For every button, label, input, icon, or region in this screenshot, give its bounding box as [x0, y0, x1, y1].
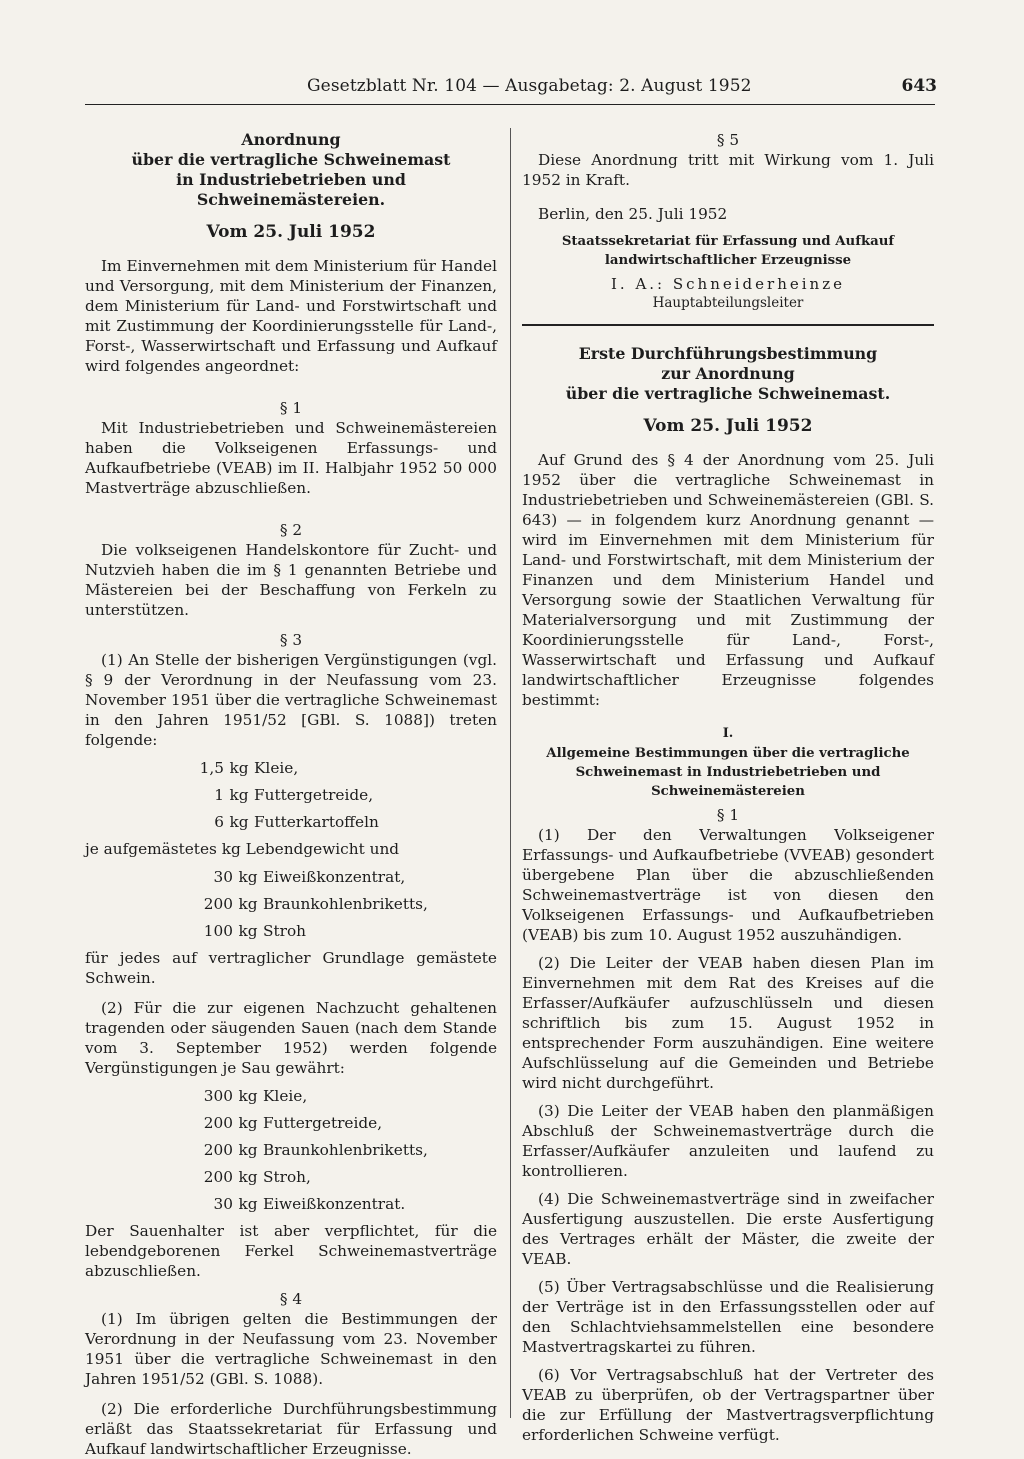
benefit-list-3	[85, 1082, 497, 1217]
list-item	[85, 754, 497, 781]
regulation-paragraph: (2) Die Leiter der VEAB haben diesen Plan im Einvernehmen mit dem Rat des Kreises auf die Erfasser/Aufkäufer aufzuschlüsseln und diesen schriftlich bis zum 15. August 1952 in entsprechender Form auszuhändigen. Eine weitere Aufschlüsselung auf die Gemeinden und Betriebe wird nicht durchgeführt.	[522, 954, 934, 1092]
list-item-quantity: 30	[213, 867, 233, 886]
list-item-text: Futterkartoffeln	[254, 812, 379, 831]
list-item-text: Eiweißkonzentrat,	[263, 867, 406, 886]
list-item-text: Braunkohlenbriketts,	[263, 1140, 428, 1159]
section-3-end: für jedes auf vertraglicher Grundlage gemästete Schwein.	[85, 949, 497, 987]
right-column	[522, 130, 934, 1445]
regulation-title-line: Erste Durchführungsbestimmung	[578, 344, 878, 363]
list-item-text: Stroh,	[263, 1167, 311, 1186]
section-heading-5: § 5	[716, 131, 740, 149]
list-item-unit: kg	[238, 867, 258, 886]
part-title-line: Schweinemästereien	[651, 784, 805, 799]
list-item-quantity: 30	[213, 1194, 233, 1213]
list-item-quantity: 300	[203, 1086, 233, 1105]
regulation-section-heading-1: § 1	[716, 806, 740, 824]
list-item-text: Futtergetreide,	[263, 1113, 383, 1132]
issuing-authority-line: Staatssekretariat für Erfassung und Aufkauf	[561, 234, 895, 249]
regulation-title-line: über die vertragliche Schweinemast.	[565, 384, 891, 403]
section-heading-2: § 2	[279, 521, 303, 539]
list-item-unit: kg	[229, 812, 249, 831]
header-title: Gesetzblatt Nr. 104 — Ausgabetag: 2. August 1952	[307, 76, 752, 96]
section-2-text: Die volkseigenen Handelskontore für Zucht- und Nutzvieh haben die im § 1 genannten Betriebe und Mästereien bei der Beschaffung von Ferkeln zu unterstützen.	[85, 541, 497, 619]
section-heading-3: § 3	[279, 631, 303, 649]
page-number: 643	[901, 76, 937, 96]
list-item	[85, 808, 497, 835]
list-item	[85, 1163, 497, 1190]
issuing-authority	[522, 232, 934, 270]
place-and-date: Berlin, den 25. Juli 1952	[538, 205, 728, 223]
list-item-text: Braunkohlenbriketts,	[263, 894, 428, 913]
section-3-paragraph-3: Der Sauenhalter ist aber verpflichtet, für die lebendgeborenen Ferkel Schweinemastverträge abzuschließen.	[85, 1222, 497, 1280]
regulation-paragraph: (1) Der den Verwaltungen Volkseigener Erfassungs- und Aufkaufbetriebe (VVEAB) gesondert übergebene Plan über die abzuschließenden Schweinemastverträge ist von diesen den Volkseigenen Erfassungs- und Aufkaufbetrieben (VEAB) bis zum 10. August 1952 auszuhändigen.	[522, 826, 934, 944]
regulation-title	[522, 344, 934, 404]
regulation-paragraph: (3) Die Leiter der VEAB haben den planmäßigen Abschluß der Schweinemastverträge durch die Erfasser/Aufkäufer anzuleiten und laufend zu kontrollieren.	[522, 1102, 934, 1180]
list-item-unit: kg	[229, 758, 249, 777]
ordinance-title-line: Anordnung	[241, 130, 341, 149]
list-item-unit: kg	[229, 785, 249, 804]
issuing-authority-line: landwirtschaftlicher Erzeugnisse	[604, 253, 852, 268]
list-item-text: Kleie,	[263, 1086, 308, 1105]
regulation-paragraph: (4) Die Schweinemastverträge sind in zweifacher Ausfertigung auszustellen. Die erste Ausfertigung des Vertrages erhält der Mäster, die zweite der VEAB.	[522, 1190, 934, 1268]
part-title	[522, 744, 934, 801]
list-item	[85, 1190, 497, 1217]
regulation-date: Vom 25. Juli 1952	[643, 416, 813, 436]
ordinance-title-line: in Industriebetrieben und Schweinemästereien.	[176, 170, 406, 209]
section-5-text: Diese Anordnung tritt mit Wirkung vom 1. Juli 1952 in Kraft.	[522, 151, 934, 189]
list-item-text: Kleie,	[254, 758, 299, 777]
ordinance-title-line: über die vertragliche Schweinemast	[131, 150, 451, 169]
section-3-paragraph-1: (1) An Stelle der bisherigen Vergünstigungen (vgl. § 9 der Verordnung in der Neufassung vom 23. November 1951 über die vertragliche Schweinemast in den Jahren 1951/52 [GBl. S. 1088]) treten folgende:	[85, 651, 497, 749]
list-item-unit: kg	[238, 1086, 258, 1105]
list-item-quantity: 200	[203, 1140, 233, 1159]
list-item	[85, 1136, 497, 1163]
signatory: I. A.: Schneiderheinze	[611, 275, 845, 293]
ordinance-title	[85, 130, 497, 210]
list-item-unit: kg	[238, 921, 258, 940]
list-item-unit: kg	[238, 1113, 258, 1132]
list-item-quantity: 6	[214, 812, 224, 831]
regulation-title-line: zur Anordnung	[661, 364, 795, 383]
list-item-text: Stroh	[263, 921, 307, 940]
list-item	[85, 781, 497, 808]
list-item-unit: kg	[238, 894, 258, 913]
section-4-paragraph-1: (1) Im übrigen gelten die Bestimmungen der Verordnung in der Neufassung vom 23. November 1951 über die vertragliche Schweinemast in den Jahren 1951/52 (GBl. S. 1088).	[85, 1310, 497, 1388]
benefit-list-2	[85, 863, 497, 944]
list-item-quantity: 1,5	[199, 758, 224, 777]
list-item	[85, 890, 497, 917]
list-item-quantity: 1	[214, 785, 224, 804]
left-column	[85, 130, 497, 1459]
section-heading-1: § 1	[279, 399, 303, 417]
list-item	[85, 863, 497, 890]
header-rule	[85, 104, 935, 105]
signatory-role: Hauptabteilungsleiter	[652, 295, 804, 311]
list-item-quantity: 200	[203, 1113, 233, 1132]
list-item-quantity: 100	[203, 921, 233, 940]
regulation-preamble: Auf Grund des § 4 der Anordnung vom 25. Juli 1952 über die vertragliche Schweinemast in Industriebetrieben und Schweinemästereien (GBl. S. 643) — in folgendem kurz Anordnung genannt — wird im Einvernehmen mit dem Ministerium für Land- und Forstwirtschaft, mit dem Ministerium der Finanzen und dem Ministerium Handel und Versorgung sowie der Staatlichen Verwaltung für Materialversorgung und mit Zustimmung der Koordinierungsstelle für Land-, Forst-, Wasserwirtschaft und Erfassung und Aufkauf landwirtschaftlicher Erzeugnisse folgendes bestimmt:	[522, 451, 934, 709]
benefit-list-1	[85, 754, 497, 835]
section-rule	[522, 324, 934, 326]
list-item-unit: kg	[238, 1194, 258, 1213]
section-4-paragraph-2: (2) Die erforderliche Durchführungsbestimmung erläßt das Staatssekretariat für Erfassung und Aufkauf landwirtschaftlicher Erzeugnisse.	[85, 1400, 497, 1458]
regulation-paragraph: (6) Vor Vertragsabschluß hat der Vertreter des VEAB zu überprüfen, ob der Vertragspartner über die zur Erfüllung der Mastvertragsverpflichtung erforderlichen Schweine verfügt.	[522, 1366, 934, 1444]
list-item-unit: kg	[238, 1167, 258, 1186]
section-1-text: Mit Industriebetrieben und Schweinemästereien haben die Volkseigenen Erfassungs- und Aufkaufbetriebe (VEAB) im II. Halbjahr 1952 50 000 Mastverträge abzuschließen.	[85, 419, 497, 497]
part-number: I.	[722, 726, 734, 741]
column-divider	[510, 128, 511, 1418]
part-title-line: Schweinemast in Industriebetrieben und	[575, 765, 881, 780]
section-heading-4: § 4	[279, 1290, 303, 1308]
list-item	[85, 1082, 497, 1109]
page-header	[85, 76, 937, 106]
ordinance-preamble: Im Einvernehmen mit dem Ministerium für Handel und Versorgung, mit dem Ministerium der Finanzen, dem Ministerium für Land- und Forstwirtschaft und mit Zustimmung der Koordinierungsstelle für Land-, Forst-, Wasserwirtschaft und Erfassung und Aufkauf wird folgendes angeordnet:	[85, 257, 497, 375]
list-item-quantity: 200	[203, 1167, 233, 1186]
ordinance-date: Vom 25. Juli 1952	[206, 222, 376, 242]
list-item	[85, 1109, 497, 1136]
list-item-text: Futtergetreide,	[254, 785, 374, 804]
list-item	[85, 917, 497, 944]
part-title-line: Allgemeine Bestimmungen über die vertragliche	[546, 746, 910, 761]
list-item-text: Eiweißkonzentrat.	[263, 1194, 406, 1213]
section-3-connector: je aufgemästetes kg Lebendgewicht und	[85, 840, 400, 858]
section-3-paragraph-2: (2) Für die zur eigenen Nachzucht gehaltenen tragenden oder säugenden Sauen (nach dem Stande vom 3. September 1952) werden folgende Vergünstigungen je Sau gewährt:	[85, 999, 497, 1077]
regulation-paragraph: (5) Über Vertragsabschlüsse und die Realisierung der Verträge ist in den Erfassungsstellen oder auf den Schlachtviehsammelstellen eine besondere Mastvertragskartei zu führen.	[522, 1278, 934, 1356]
list-item-quantity: 200	[203, 894, 233, 913]
list-item-unit: kg	[238, 1140, 258, 1159]
